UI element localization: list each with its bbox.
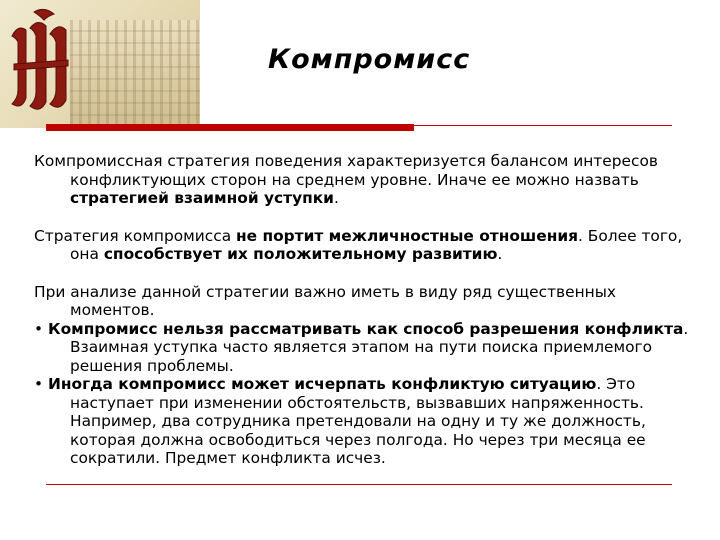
bold-text: не портит межличностные отношения [236, 226, 579, 245]
paragraph-1 [34, 152, 704, 208]
bullet-item-2 [34, 375, 704, 468]
text: . Взаимная уступка часто является этапом на пути поиска приемлемого решения проблемы. [70, 319, 689, 375]
text: . Более того, она [70, 226, 683, 263]
logo-panel [0, 0, 200, 128]
bullet: • [34, 319, 44, 338]
slide-body [34, 152, 704, 468]
building-image [70, 20, 200, 128]
slide-title: Компромисс [268, 44, 471, 75]
paragraph-3 [34, 283, 704, 320]
bullet-item-1 [34, 320, 704, 376]
text: . [497, 245, 503, 263]
bold-text: Компромисс нельзя рассматривать как способ разрешения конфликта [47, 319, 684, 338]
text: Компромиссная стратегия поведения характеризуется балансом интересов конфликтующих сторон на среднем уровне. Иначе ее можно назвать [34, 152, 658, 189]
university-monogram-icon [4, 6, 84, 122]
title-rule-accent [46, 124, 414, 131]
text: Стратегия компромисса [34, 226, 237, 245]
text: . [333, 189, 339, 207]
bullet: • [34, 375, 44, 393]
text: . Это наступает при изменении обстоятельств, вызвавших напряженность. Например, два сотрудника претендовали на одну и ту же должность, которая должна освободиться через полгода. Но через три месяца ее сократили. Предмет конфликта исчез. [70, 375, 646, 467]
paragraph-2 [34, 227, 704, 264]
bold-text: стратегией взаимной уступки [70, 189, 334, 207]
text: При анализе данной стратегии важно иметь в виду ряд существенных моментов. [34, 282, 616, 319]
bold-text: способствует их положительному развитию [103, 245, 498, 263]
footer-rule [46, 484, 672, 485]
bold-text: Иногда компромисс может исчерпать конфликтую ситуацию [47, 375, 597, 393]
